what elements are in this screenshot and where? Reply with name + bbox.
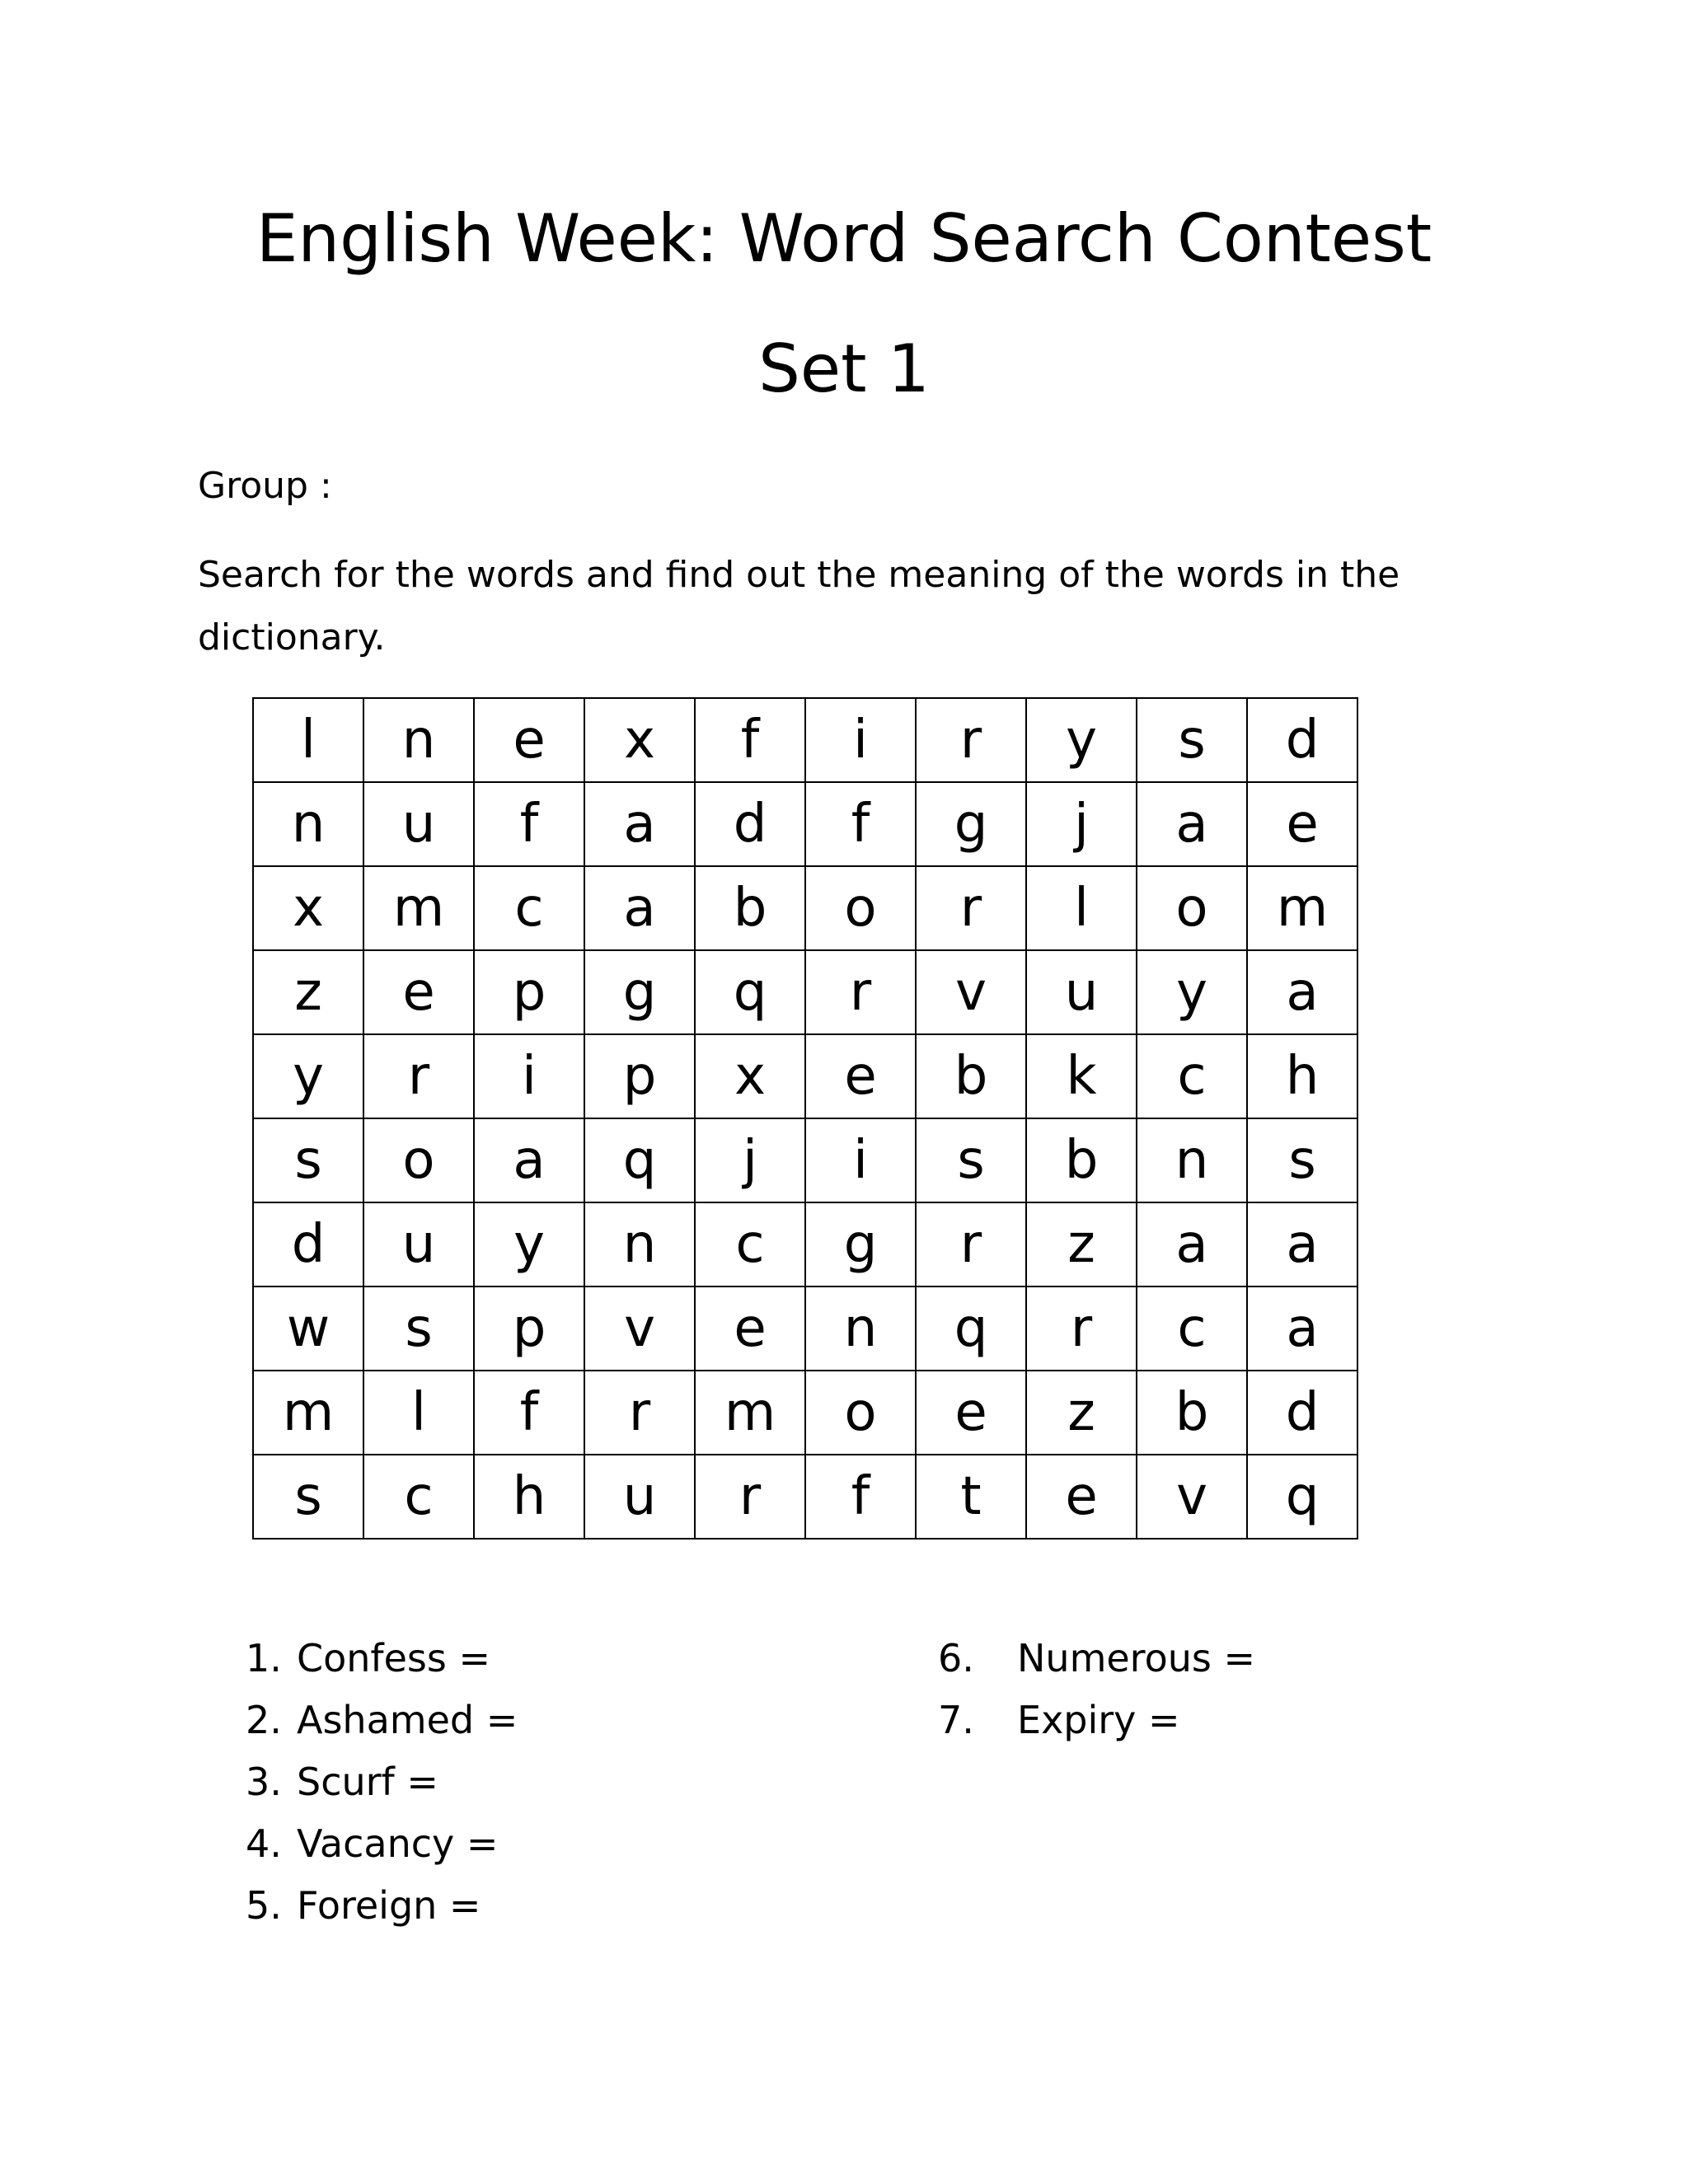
grid-row [253,698,1357,782]
instructions: Search for the words and find out the meaning of the words in the dictionary. [198,554,1400,658]
word-item [938,1690,1255,1751]
grid-cell: n [805,1286,916,1371]
grid-cell: a [584,866,695,950]
grid-cell: v [584,1286,695,1371]
grid-cell: a [474,1118,584,1202]
word-text: Ashamed = [297,1698,518,1742]
grid-cell: b [695,866,805,950]
word-item [246,1690,518,1751]
grid-cell: l [363,1371,474,1455]
grid-cell: r [916,866,1026,950]
grid-cell: h [1247,1034,1357,1118]
word-number: 4. [246,1821,282,1866]
grid-cell: d [1247,698,1357,782]
grid-cell: d [695,782,805,866]
set-subtitle: Set 1 [758,330,930,407]
grid-cell: c [474,866,584,950]
grid-cell: p [474,1286,584,1371]
grid-cell: z [253,950,363,1034]
grid-row [253,1286,1357,1371]
grid-cell: c [1137,1286,1247,1371]
grid-cell: n [253,782,363,866]
grid-cell: z [1026,1371,1137,1455]
grid-row [253,1202,1357,1286]
grid-row [253,1371,1357,1455]
grid-row [253,866,1357,950]
word-text: Scurf = [297,1760,438,1804]
grid-cell: m [253,1371,363,1455]
grid-cell: r [363,1034,474,1118]
grid-cell: a [1247,1202,1357,1286]
grid-cell: g [805,1202,916,1286]
grid-cell: y [474,1202,584,1286]
word-number: 6. [938,1636,974,1680]
group-label: Group : [198,465,332,507]
grid-cell: y [1137,950,1247,1034]
word-item [246,1813,518,1875]
grid-cell: s [916,1118,1026,1202]
grid-cell: o [363,1118,474,1202]
grid-cell: o [805,1371,916,1455]
grid-cell: x [695,1034,805,1118]
grid-cell: u [1026,950,1137,1034]
grid-cell: r [584,1371,695,1455]
grid-cell: s [1137,698,1247,782]
word-list-right [938,1628,1255,1751]
word-item [246,1751,518,1813]
grid-cell: e [805,1034,916,1118]
grid-cell: p [584,1034,695,1118]
grid-cell: a [1247,1286,1357,1371]
grid-cell: r [1026,1286,1137,1371]
word-number: 1. [246,1636,282,1680]
grid-cell: e [916,1371,1026,1455]
grid-cell: y [1026,698,1137,782]
grid-cell: n [1137,1118,1247,1202]
grid-cell: a [1137,782,1247,866]
grid-cell: f [805,782,916,866]
grid-cell: y [253,1034,363,1118]
grid-cell: w [253,1286,363,1371]
grid-cell: e [474,698,584,782]
word-item [246,1628,518,1690]
grid-cell: r [805,950,916,1034]
word-text: Foreign = [297,1883,481,1928]
grid-cell: q [916,1286,1026,1371]
grid-cell: i [805,698,916,782]
grid-cell: m [1247,866,1357,950]
grid-cell: x [253,866,363,950]
grid-cell: d [1247,1371,1357,1455]
grid-row [253,1118,1357,1202]
grid-row [253,1455,1357,1539]
grid-cell: b [1137,1371,1247,1455]
grid-cell: g [584,950,695,1034]
grid-cell: h [474,1455,584,1539]
grid-row [253,782,1357,866]
word-number: 2. [246,1698,282,1742]
grid-cell: f [474,1371,584,1455]
word-search-grid [252,697,1358,1540]
grid-cell: c [1137,1034,1247,1118]
grid-cell: i [474,1034,584,1118]
grid-cell: t [916,1455,1026,1539]
grid-cell: a [1247,950,1357,1034]
grid-cell: m [363,866,474,950]
grid-cell: g [916,782,1026,866]
grid-cell: v [1137,1455,1247,1539]
grid-cell: i [805,1118,916,1202]
grid-cell: c [363,1455,474,1539]
grid-cell: r [916,1202,1026,1286]
grid-cell: a [1137,1202,1247,1286]
grid-cell: j [695,1118,805,1202]
grid-cell: s [363,1286,474,1371]
word-number: 5. [246,1883,282,1928]
word-number: 3. [246,1760,282,1804]
grid-cell: s [253,1455,363,1539]
grid-cell: x [584,698,695,782]
grid-cell: n [584,1202,695,1286]
grid-cell: f [695,698,805,782]
word-text: Numerous = [1017,1636,1256,1680]
word-item [246,1875,518,1937]
word-item [938,1628,1255,1690]
grid-cell: e [363,950,474,1034]
grid-cell: b [916,1034,1026,1118]
grid-cell: f [474,782,584,866]
grid-cell: n [363,698,474,782]
grid-cell: q [1247,1455,1357,1539]
grid-cell: e [695,1286,805,1371]
grid-cell: f [805,1455,916,1539]
grid-row [253,1034,1357,1118]
grid-cell: p [474,950,584,1034]
word-text: Confess = [297,1636,491,1680]
grid-cell: b [1026,1118,1137,1202]
page-title: English Week: Word Search Contest [256,200,1432,277]
grid-cell: o [1137,866,1247,950]
grid-cell: e [1026,1455,1137,1539]
grid-cell: q [584,1118,695,1202]
grid-cell: z [1026,1202,1137,1286]
grid-cell: l [253,698,363,782]
grid-cell: u [363,782,474,866]
grid-cell: d [253,1202,363,1286]
grid-cell: o [805,866,916,950]
grid-cell: r [695,1455,805,1539]
word-list-left [246,1628,518,1937]
word-text: Expiry = [1017,1698,1180,1742]
grid-cell: c [695,1202,805,1286]
grid-cell: u [363,1202,474,1286]
grid-cell: m [695,1371,805,1455]
grid-cell: e [1247,782,1357,866]
word-number: 7. [938,1698,974,1742]
grid-row [253,950,1357,1034]
grid-cell: r [916,698,1026,782]
grid-cell: l [1026,866,1137,950]
grid-cell: s [253,1118,363,1202]
grid-cell: j [1026,782,1137,866]
grid-cell: v [916,950,1026,1034]
grid-cell: k [1026,1034,1137,1118]
grid-cell: a [584,782,695,866]
grid-cell: u [584,1455,695,1539]
grid-cell: q [695,950,805,1034]
word-text: Vacancy = [297,1821,499,1866]
grid-cell: s [1247,1118,1357,1202]
